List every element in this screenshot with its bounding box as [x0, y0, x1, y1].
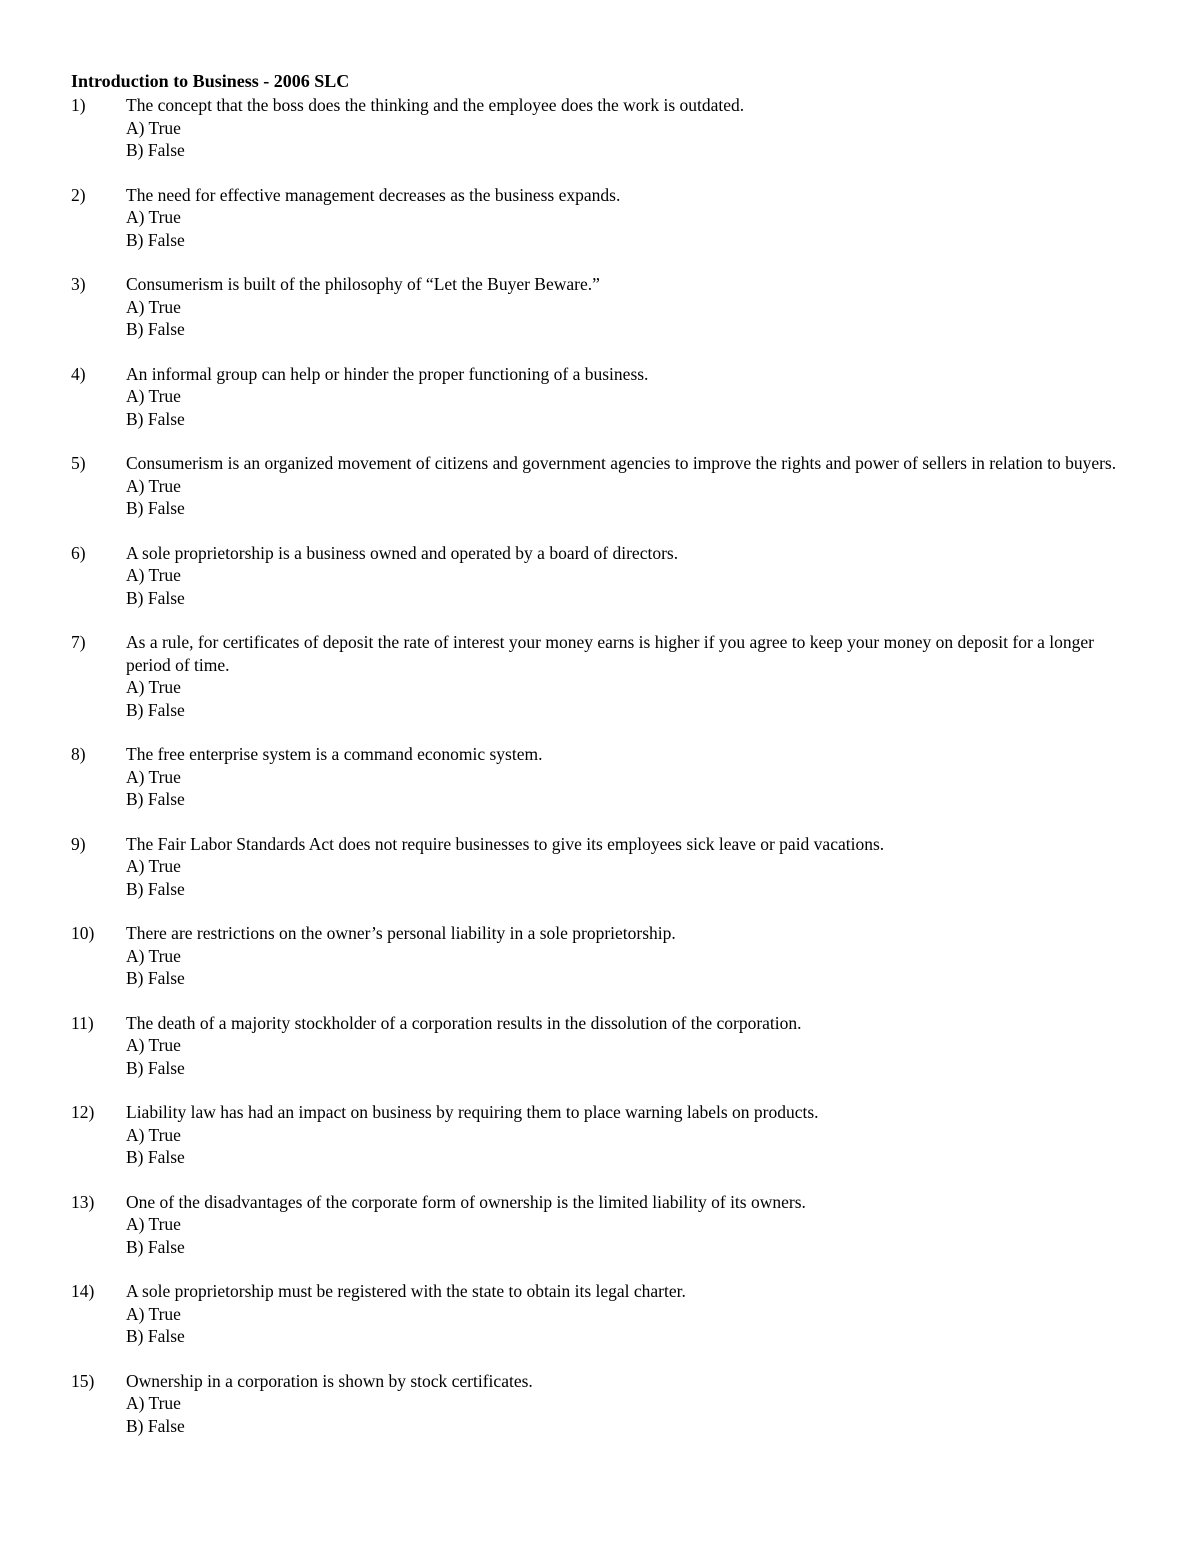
question-list — [71, 94, 1131, 1437]
question-item — [71, 94, 1131, 162]
answer-option-false: B) False — [126, 1236, 185, 1257]
answer-option-false: B) False — [126, 1147, 185, 1167]
question-text: Consumerism is an organized movement of citizens and government agencies to improve the rights and power of sellers in relation to buyers. — [126, 453, 1117, 473]
question-body — [126, 363, 1131, 431]
question-body — [126, 452, 1131, 520]
answer-option-true: A) True — [126, 1214, 181, 1234]
question-body — [126, 1280, 1131, 1348]
question-number: 1) — [71, 95, 86, 115]
answer-option-true: A) True — [126, 475, 181, 496]
answer-option-false: B) False — [126, 408, 185, 429]
question-number: 7) — [71, 632, 86, 652]
answer-option-true: A) True — [126, 565, 181, 585]
answer-option-false: B) False — [126, 498, 185, 518]
question-item — [71, 1012, 1131, 1080]
question-body — [126, 1191, 1131, 1259]
question-item — [71, 1280, 1131, 1348]
question-number: 13) — [71, 1191, 95, 1212]
question-text: The free enterprise system is a command economic system. — [126, 744, 543, 764]
answer-option-true: A) True — [126, 296, 181, 317]
question-item — [71, 452, 1131, 520]
answer-option-false: B) False — [126, 1415, 185, 1436]
answer-option-true: A) True — [126, 856, 181, 876]
question-text: The Fair Labor Standards Act does not require businesses to give its employees sick leave or paid vacations. — [126, 833, 885, 854]
question-text: The need for effective management decreases as the business expands. — [126, 184, 621, 205]
question-number: 6) — [71, 542, 86, 563]
question-text: One of the disadvantages of the corporate form of ownership is the limited liability of its owners. — [126, 1191, 806, 1212]
question-text: A sole proprietorship must be registered with the state to obtain its legal charter. — [126, 1281, 686, 1301]
answer-option-true: A) True — [126, 386, 181, 406]
question-number: 12) — [71, 1102, 95, 1122]
question-number: 4) — [71, 363, 86, 384]
question-text: A sole proprietorship is a business owned and operated by a board of directors. — [126, 542, 679, 563]
answer-option-true: A) True — [126, 1303, 181, 1324]
answer-option-true: A) True — [126, 117, 181, 138]
question-item — [71, 542, 1131, 610]
question-text: There are restrictions on the owner’s personal liability in a sole proprietorship. — [126, 923, 676, 943]
question-item — [71, 922, 1131, 990]
answer-option-true: A) True — [126, 677, 181, 697]
answer-option-false: B) False — [126, 699, 185, 720]
question-body — [126, 1012, 1131, 1080]
question-body — [126, 922, 1131, 990]
question-body — [126, 631, 1131, 721]
answer-option-false: B) False — [126, 968, 185, 988]
question-text: As a rule, for certificates of deposit the rate of interest your money earns is higher if you agree to keep your money on deposit for a longer period of time. — [126, 632, 1095, 675]
answer-option-true: A) True — [126, 207, 181, 227]
question-item — [71, 743, 1131, 811]
question-number: 10) — [71, 923, 95, 943]
question-item — [71, 184, 1131, 252]
question-number: 3) — [71, 274, 86, 294]
question-item — [71, 1191, 1131, 1259]
question-number: 5) — [71, 453, 86, 473]
question-item — [71, 631, 1131, 721]
answer-option-true: A) True — [126, 1393, 181, 1413]
question-body — [126, 833, 1131, 901]
question-body — [126, 1370, 1131, 1438]
document-page — [71, 70, 1131, 1459]
question-item — [71, 1101, 1131, 1169]
question-body — [126, 273, 1131, 341]
answer-option-false: B) False — [126, 587, 185, 608]
question-body — [126, 542, 1131, 610]
question-body — [126, 743, 1131, 811]
answer-option-true: A) True — [126, 1124, 181, 1145]
question-number: 2) — [71, 184, 86, 205]
answer-option-false: B) False — [126, 1057, 185, 1078]
question-number: 14) — [71, 1281, 95, 1301]
question-number: 8) — [71, 744, 86, 764]
question-item — [71, 273, 1131, 341]
question-body — [126, 1101, 1131, 1169]
answer-option-false: B) False — [126, 229, 185, 250]
question-text: Consumerism is built of the philosophy of “Let the Buyer Beware.” — [126, 274, 600, 294]
answer-option-false: B) False — [126, 789, 185, 809]
question-text: Ownership in a corporation is shown by stock certificates. — [126, 1370, 533, 1391]
question-text: Liability law has had an impact on business by requiring them to place warning labels on products. — [126, 1102, 819, 1122]
question-text: The concept that the boss does the thinking and the employee does the work is outdated. — [126, 95, 745, 115]
answer-option-true: A) True — [126, 1035, 181, 1055]
answer-option-false: B) False — [126, 319, 185, 339]
question-item — [71, 1370, 1131, 1438]
question-number: 9) — [71, 833, 86, 854]
answer-option-true: A) True — [126, 766, 181, 787]
question-number: 11) — [71, 1012, 94, 1033]
answer-option-false: B) False — [126, 140, 185, 160]
question-text: An informal group can help or hinder the proper functioning of a business. — [126, 363, 649, 384]
answer-option-false: B) False — [126, 878, 185, 899]
answer-option-true: A) True — [126, 945, 181, 966]
question-text: The death of a majority stockholder of a corporation results in the dissolution of the corporation. — [126, 1012, 802, 1033]
answer-option-false: B) False — [126, 1326, 185, 1346]
question-body — [126, 184, 1131, 252]
question-item — [71, 363, 1131, 431]
question-number: 15) — [71, 1370, 95, 1391]
document-title: Introduction to Business - 2006 SLC — [71, 71, 350, 91]
question-item — [71, 833, 1131, 901]
question-body — [126, 94, 1131, 162]
